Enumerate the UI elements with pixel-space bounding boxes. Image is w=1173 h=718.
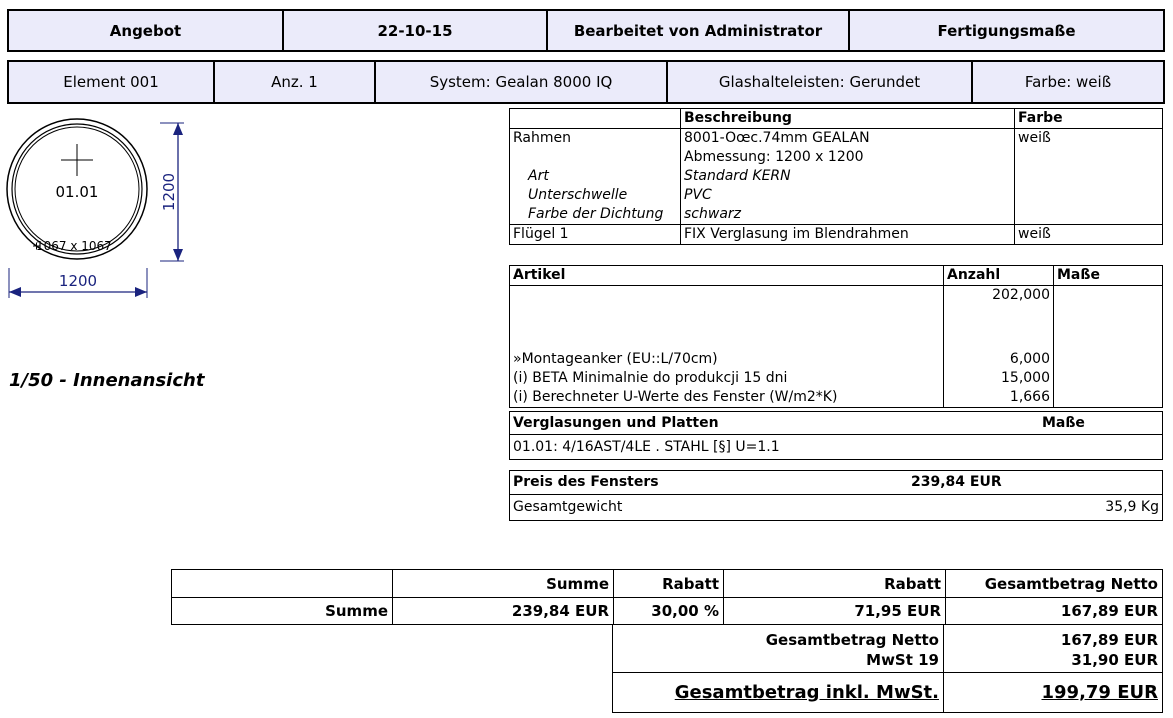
articles-header-qty: Anzahl bbox=[944, 266, 1054, 286]
frame-label: Rahmen bbox=[513, 130, 571, 146]
article-name: (i) Berechneter U-Werte des Fenster (W/m2*K) bbox=[513, 388, 838, 405]
glazing-beads: Glashalteleisten: Gerundet bbox=[666, 62, 971, 102]
prop-value: Standard KERN bbox=[681, 167, 1015, 186]
doc-type: Angebot bbox=[109, 21, 182, 40]
measure-type: Fertigungsmaße bbox=[848, 11, 1163, 50]
sash-label: 01.01 bbox=[55, 183, 99, 201]
article-qty: 1,666 bbox=[944, 388, 1054, 408]
article-qty: 202,000 bbox=[944, 286, 1054, 330]
prop-value: schwarz bbox=[681, 205, 1015, 225]
price-value: 239,84 EUR bbox=[908, 471, 1162, 495]
prop-key: Art bbox=[528, 168, 549, 184]
article-qty: 15,000 bbox=[944, 369, 1054, 388]
sum-value: 239,84 EUR bbox=[393, 598, 614, 625]
element-id: Element 001 bbox=[63, 73, 159, 91]
articles-header-name: Artikel bbox=[510, 266, 944, 286]
editor: Bearbeitet von Administrator bbox=[546, 11, 848, 50]
frame-color: weiß bbox=[1015, 129, 1163, 149]
sash-label: Flügel 1 bbox=[513, 226, 569, 242]
frame-description: 8001-Oœc.74mm GEALAN bbox=[681, 129, 1015, 149]
desc-header-description: Beschreibung bbox=[681, 109, 1015, 129]
doc-date: 22-10-15 bbox=[282, 11, 546, 50]
element-color: Farbe: weiß bbox=[971, 62, 1163, 102]
glazing-table bbox=[509, 411, 1163, 460]
grand-total-value: 199,79 EUR bbox=[944, 673, 1163, 713]
net-header: Gesamtbetrag Netto bbox=[946, 570, 1163, 598]
price-table bbox=[509, 470, 1163, 521]
prop-key: Farbe der Dichtung bbox=[528, 206, 664, 222]
sash-color: weiß bbox=[1015, 225, 1163, 245]
discount-amount-header: Rabatt bbox=[724, 570, 946, 598]
discount-amount: 71,95 EUR bbox=[724, 598, 946, 625]
sum-header: Summe bbox=[393, 570, 614, 598]
discount-percent: 30,00 % bbox=[614, 598, 724, 625]
articles-table bbox=[509, 265, 1163, 408]
weight-label: Gesamtgewicht bbox=[513, 499, 623, 515]
glazing-header: Verglasungen und Platten bbox=[510, 412, 1039, 435]
glazing-header-dims: Maße bbox=[1039, 412, 1163, 435]
price-label: Preis des Fensters bbox=[510, 471, 909, 495]
weight-value: 35,9 Kg bbox=[1105, 499, 1159, 515]
desc-header-blank bbox=[510, 109, 681, 129]
totals-table bbox=[612, 624, 1163, 713]
summary-table bbox=[171, 569, 1163, 625]
window-drawing bbox=[0, 110, 200, 310]
article-qty: 6,000 bbox=[944, 350, 1054, 369]
vat-label: MwSt 19 bbox=[866, 651, 939, 669]
articles-header-dims: Maße bbox=[1054, 266, 1163, 286]
frame-dimension: Abmessung: 1200 x 1200 bbox=[681, 148, 1015, 167]
width-dimension: 1200 bbox=[58, 272, 98, 290]
article-name: (i) BETA Minimalnie do produkcji 15 dni bbox=[513, 369, 788, 386]
element-bar bbox=[7, 60, 1165, 104]
net-total-value: 167,89 EUR bbox=[1060, 631, 1158, 649]
inner-dimension: 1067 x 1067 bbox=[36, 239, 112, 253]
glazing-row: 01.01: 4/16AST/4LE . STAHL [§] U=1.1 bbox=[513, 439, 780, 455]
net-value: 167,89 EUR bbox=[946, 598, 1163, 625]
vat-value: 31,90 EUR bbox=[1071, 651, 1158, 669]
net-total-label: Gesamtbetrag Netto bbox=[765, 631, 939, 649]
prop-key: Unterschwelle bbox=[528, 187, 628, 203]
sash-description: FIX Verglasung im Blendrahmen bbox=[681, 225, 1015, 245]
prop-value: PVC bbox=[681, 186, 1015, 205]
description-table bbox=[509, 108, 1163, 245]
element-system: System: Gealan 8000 IQ bbox=[374, 62, 666, 102]
drawing-scale: 1/50 - Innenansicht bbox=[9, 370, 205, 391]
grand-total-label: Gesamtbetrag inkl. MwSt. bbox=[613, 673, 944, 713]
element-count: Anz. 1 bbox=[213, 62, 374, 102]
height-dimension: 1200 bbox=[160, 172, 178, 212]
desc-header-color: Farbe bbox=[1015, 109, 1163, 129]
header-bar bbox=[7, 9, 1165, 52]
article-name: »Montageanker (EU::L/70cm) bbox=[513, 350, 718, 367]
sum-row-label: Summe bbox=[172, 598, 393, 625]
discount-header: Rabatt bbox=[614, 570, 724, 598]
